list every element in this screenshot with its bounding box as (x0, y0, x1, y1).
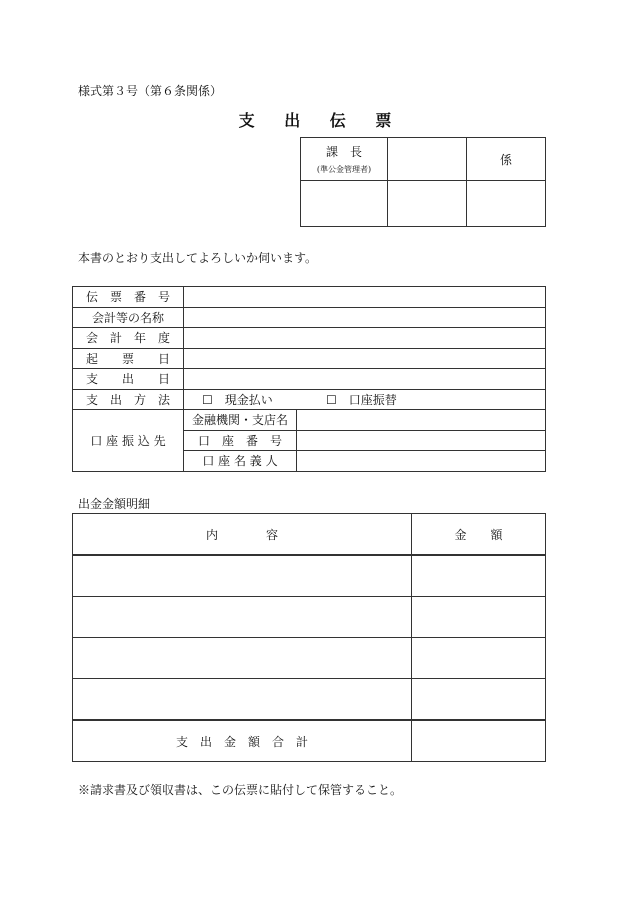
chief-sublabel: (準公金管理者) (316, 165, 372, 174)
footnote: ※請求書及び領収書は、この伝票に貼付して保管すること。 (78, 783, 403, 797)
second-seal-box[interactable] (388, 181, 467, 227)
page-title: 支 出 伝 票 (238, 111, 404, 130)
fiscal-year-label: 会 計 年 度 (73, 328, 184, 349)
account-number-label: 口 座 番 号 (184, 430, 297, 451)
draft-date-label: 起 票 日 (73, 348, 184, 369)
form-number: 様式第３号（第６条関係） (78, 84, 223, 98)
fiscal-year-field[interactable] (184, 328, 546, 349)
amount-header: 金 額 (412, 514, 546, 556)
transfer-checkbox[interactable]: ☐ 口座振替 (326, 392, 397, 407)
content-header: 内 容 (73, 514, 412, 556)
transfer-destination-label: 口 座 振 込 先 (73, 410, 184, 472)
staff-seal-box[interactable] (467, 181, 546, 227)
detail-amount-cell[interactable] (412, 679, 546, 721)
payment-date-field[interactable] (184, 369, 546, 390)
detail-amount-cell[interactable] (412, 597, 546, 638)
chief-seal-header (388, 138, 467, 181)
payment-method-options (184, 389, 546, 410)
intro-text: 本書のとおり支出してよろしいか伺います。 (78, 251, 318, 265)
accounting-name-label: 会計等の名称 (73, 307, 184, 328)
info-table (72, 286, 546, 472)
chief-seal-box[interactable] (301, 181, 388, 227)
chief-cell (301, 138, 388, 181)
total-amount-field[interactable] (412, 720, 546, 762)
payment-method-label: 支 出 方 法 (73, 389, 184, 410)
payment-date-label: 支 出 日 (73, 369, 184, 390)
account-number-field[interactable] (297, 430, 546, 451)
draft-date-field[interactable] (184, 348, 546, 369)
detail-amount-cell[interactable] (412, 638, 546, 679)
bank-branch-label: 金融機関・支店名 (184, 410, 297, 431)
slip-number-label: 伝 票 番 号 (73, 287, 184, 308)
account-holder-field[interactable] (297, 451, 546, 472)
detail-amount-cell[interactable] (412, 555, 546, 597)
approval-table (300, 137, 546, 227)
accounting-name-field[interactable] (184, 307, 546, 328)
detail-content-cell[interactable] (73, 679, 412, 721)
bank-branch-field[interactable] (297, 410, 546, 431)
cash-checkbox[interactable]: ☐ 現金払い (202, 392, 273, 407)
total-label: 支 出 金 額 合 計 (73, 720, 412, 762)
detail-content-cell[interactable] (73, 638, 412, 679)
staff-label: 係 (467, 138, 546, 181)
slip-number-field[interactable] (184, 287, 546, 308)
section-title: 出金金額明細 (78, 497, 151, 511)
detail-table (72, 513, 546, 762)
detail-content-cell[interactable] (73, 597, 412, 638)
detail-content-cell[interactable] (73, 555, 412, 597)
chief-label: 課 長 (325, 145, 362, 159)
account-holder-label: 口 座 名 義 人 (184, 451, 297, 472)
